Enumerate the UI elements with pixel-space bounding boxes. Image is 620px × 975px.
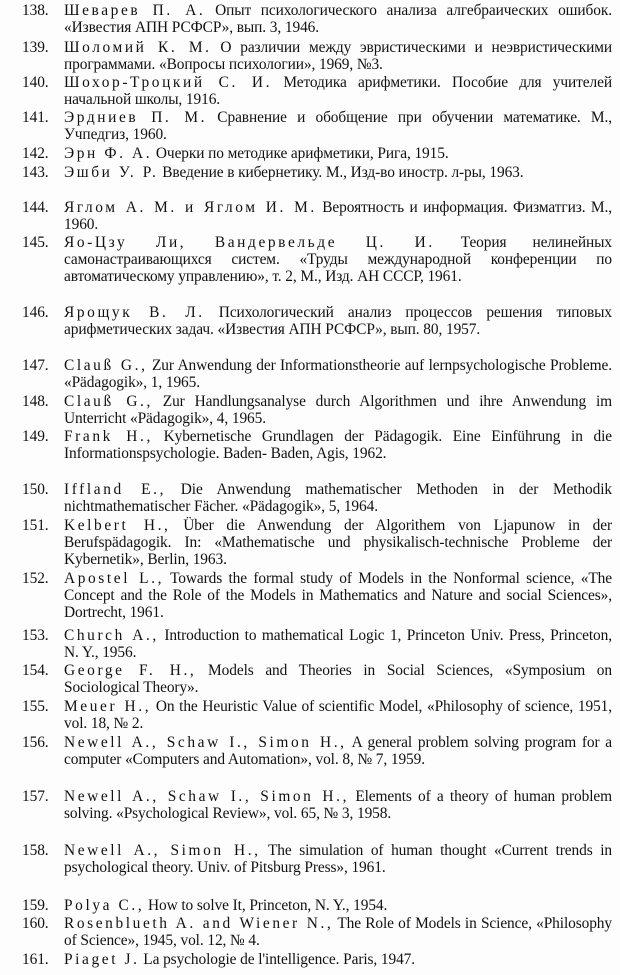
entry-number: 154. [22,662,49,679]
entry-text: Вероятность и информация. Физматгиз. М., 1960. [64,199,613,234]
entry-author: Newell A., Simon H., [64,842,261,859]
entry-author: Church A., [64,627,159,644]
bibliography-entry [0,357,612,391]
entry-text: Kybernetische Grundlagen der Pädagogik. Eine Einführung in die Informationspsychologie. Baden- Baden, Agis, 1962. [64,428,612,463]
entry-text: Zur Anwendung der Informationstheorie auf lernpsychologische Probleme. «Pädagogik», 1, 1965. [64,357,612,392]
entry-text: The Role of Models in Science, «Philosophy of Science», 1945, vol. 12, № 4. [64,915,612,950]
entry-number: 151. [22,517,49,534]
bibliography-entry [0,627,612,661]
entry-author: Шеварев П. А. [64,2,206,19]
bibliography-entry [0,393,612,427]
entry-number: 159. [22,897,49,914]
entry-number: 141. [22,109,49,126]
entry-author: Шохор-Троцкий С. И. [64,74,273,91]
bibliography-entry [0,234,612,286]
bibliography-entry [0,145,612,162]
entry-number: 145. [22,234,49,251]
entry-author: Clauß G., [64,393,153,410]
entry-text: Методика арифметики. Пособие для учителей начальной школы, 1916. [64,74,612,109]
entry-number: 148. [22,393,49,410]
entry-number: 140. [22,74,49,91]
entry-number: 156. [22,734,49,751]
entry-author: Polya C., [64,897,145,914]
entry-text: How to solve It, Princeton, N. Y., 1954. [144,897,388,914]
entry-number: 155. [22,698,49,715]
entry-text: La psychologie de l'intelligence. Paris, 1947. [139,951,416,968]
bibliography-entry [0,517,612,569]
entry-text: О различии между эвристическими и неэвристическими программами. «Вопросы психологии», 1969, №3. [64,39,612,74]
entry-author: Clauß G., [64,357,148,374]
entry-number: 149. [22,428,49,445]
bibliography-entry [0,428,612,462]
entry-text: The simulation of human thought «Current trends in psychological theory. Univ. of Pitsburg Press», 1961. [64,842,612,877]
entry-text: Die Anwendung mathematischer Methoden in der Methodik nichtmathematischer Fächer. «Pädagogik», 5, 1964. [64,481,613,516]
entry-author: Ярощук В. Л. [64,304,205,321]
entry-author: Эшби У. Р. [64,164,159,181]
entry-number: 153. [22,627,49,644]
entry-text: Теория нелинейных самонастраивающихся систем. «Труды международной конференции по автоматическому управлению», т. 2, М., Изд. АН СССР, 1961. [64,234,613,286]
entry-number: 146. [22,304,49,321]
entry-author: Newell A., Schaw I., Simon H., [64,734,347,751]
entry-number: 161. [22,951,49,968]
entry-author: Яо-Цзу Ли, Вандервельде Ц. И. [64,234,435,251]
bibliography-entry [0,109,612,143]
bibliography-entry [0,570,612,622]
entry-number: 139. [22,39,49,56]
entry-author: Iffland E., [64,481,167,498]
entry-number: 142. [22,145,49,162]
bibliography-entry [0,897,612,914]
entry-number: 152. [22,570,49,587]
entry-number: 144. [22,199,49,216]
entry-author: Piaget J. [64,951,140,968]
bibliography-entry [0,199,612,233]
entry-text: Сравнение и обобщение при обучении математике. М., Учпедгиз, 1960. [64,109,613,144]
entry-number: 160. [22,915,49,932]
entry-text: Über die Anwendung der Algorithem von Ljapunow in der Berufspädagogik. In: «Mathematische und physikalisch-technische Probleme der Kybernetik», Berlin, 1963. [64,517,612,569]
entry-author: Эрдниев П. М. [64,109,208,126]
entry-number: 158. [22,842,49,859]
entry-text: Введение в кибернетику. М., Изд-во иностр. л-ры, 1963. [158,164,524,181]
entry-author: George F. H., [64,662,197,679]
entry-text: Models and Theories in Social Sciences, «Symposium on Sociological Theory». [64,662,612,697]
entry-number: 138. [22,2,49,19]
entry-number: 150. [22,481,49,498]
entry-text: Introduction to mathematical Logic 1, Princeton Univ. Press, Princeton, N. Y., 1956. [64,627,612,662]
bibliography-entry [0,2,612,36]
entry-author: Frank H., [64,428,153,445]
entry-author: Meuer H., [64,698,152,715]
bibliography-entry [0,304,612,338]
entry-text: Towards the formal study of Models in the Nonformal science, «The Concept and the Role of the Models in Mathematics and Nature and social Sciences», Dortrecht, 1961. [64,570,612,622]
bibliography-entry [0,842,612,876]
entry-text: Очерки по методике арифметики, Рига, 1915. [152,145,449,162]
entry-text: Zur Handlungsanalyse durch Algorithmen und ihre Anwendung im Unterricht «Pädagogik», 4, 1965. [64,393,612,428]
entry-text: A general problem solving program for a computer «Computers and Automation», vol. 8, № 7, 1959. [64,734,612,769]
bibliography-entry [0,74,612,108]
bibliography-entry [0,662,612,696]
entry-author: Apostel L., [64,570,165,587]
bibliography-entry [0,164,612,181]
entry-author: Kelbert H., [64,517,171,534]
entry-text: Elements of a theory of human problem solving. «Psychological Review», vol. 65, № 3, 1958. [64,788,613,823]
bibliography-entry [0,734,612,768]
bibliography-entry [0,481,612,515]
bibliography-entry [0,788,612,822]
entry-author: Newell A., Schaw I., Simon H., [64,788,350,805]
entry-author: Rosenblueth A. and Wiener N., [64,915,334,932]
bibliography-entry [0,39,612,73]
bibliography-entry [0,698,612,732]
entry-author: Яглом А. М. и Яглом И. М. [64,199,317,216]
entry-author: Шоломий К. М. [64,39,212,56]
entry-number: 147. [22,357,49,374]
entry-number: 143. [22,164,49,181]
entry-author: Эрн Ф. А. [64,145,153,162]
entry-text: Психологический анализ процессов решения типовых арифметических задач. «Известия АПН РСФСР», вып. 80, 1957. [64,304,612,339]
entry-number: 157. [22,788,49,805]
entry-text: Опыт психологического анализа алгебраических ошибок. «Известия АПН РСФСР», вып. 3, 1946. [64,2,612,37]
bibliography-entry [0,951,612,968]
entry-text: On the Heuristic Value of scientific Model, «Philosophy of science, 1951, vol. 18, № 2. [64,698,612,733]
bibliography-entry [0,915,612,949]
